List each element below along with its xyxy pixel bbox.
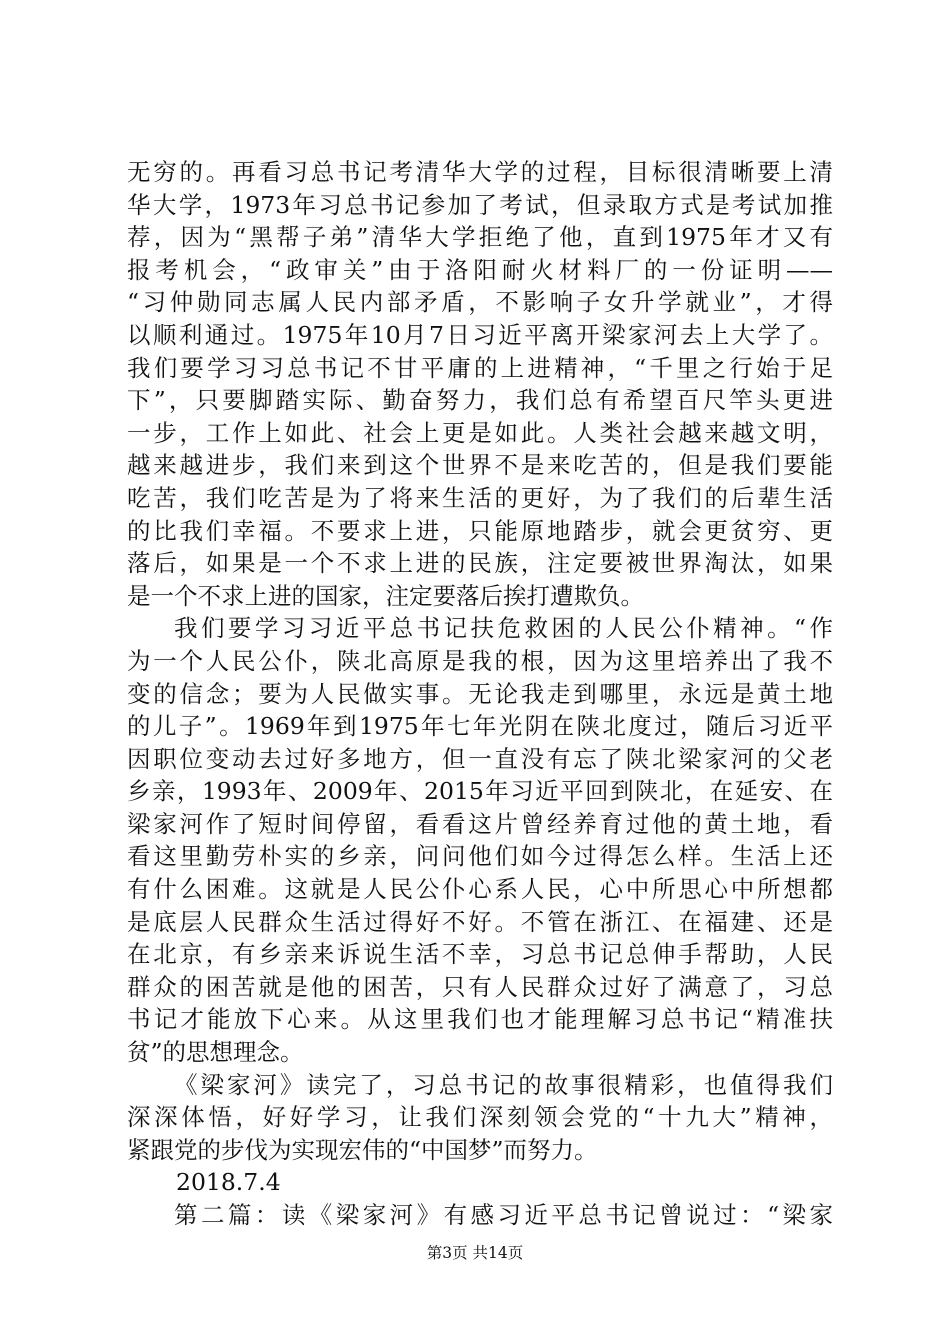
section-heading-line: 第二篇：读《梁家河》有感习近平总书记曾说过：“梁家 (174, 1201, 833, 1229)
text-line: 群众的困苦就是他的困苦，只有人民群众过好了满意了，习总 (127, 972, 833, 1001)
text-line: 因职位变动去过好多地方，但一直没有忘了陕北梁家河的父老 (127, 744, 833, 773)
text-line: 下”，只要脚踏实际、勤奋努力，我们总有希望百尺竿头更进 (127, 386, 833, 415)
text-line: 贫”的思想理念。 (127, 1038, 304, 1067)
text-line: 乡亲，1993年、2009年、2015年习近平回到陕北，在延安、在 (127, 777, 833, 806)
text-line: 吃苦，我们吃苦是为了将来生活的更好，为了我们的后辈生活 (127, 483, 833, 512)
text-line: 是底层人民群众生活过得好不好。不管在浙江、在福建、还是 (127, 907, 833, 936)
text-line: 变的信念；要为人民做实事。无论我走到哪里，永远是黄土地 (127, 679, 833, 708)
page-number-footer: 第3页 共14页 (426, 1244, 524, 1262)
text-line: 的儿子”。1969年到1975年七年光阴在陕北度过，随后习近平 (127, 712, 833, 741)
text-line: 深深体悟，好好学习，让我们深刻领会党的“十九大”精神， (127, 1103, 833, 1132)
paragraph-first-line: 我们要学习习近平总书记扶危救困的人民公仆精神。“作 (174, 614, 833, 643)
document-body (127, 156, 833, 1232)
text-line: 的比我们幸福。不要求上进，只能原地踏步，就会更贫穷、更 (127, 516, 833, 545)
text-line: 看这里勤劳朴实的乡亲，问问他们如今过得怎么样。生活上还 (127, 842, 833, 871)
text-line: 我们要学习习总书记不甘平庸的上进精神，“千里之行始于足 (127, 353, 833, 382)
text-line: 越来越进步，我们来到这个世界不是来吃苦的，但是我们要能 (127, 451, 833, 480)
text-line: 紧跟党的步伐为实现宏伟的“中国梦”而努力。 (127, 1135, 598, 1164)
text-line: 在北京，有乡亲来诉说生活不幸，习总书记总伸手帮助，人民 (127, 940, 833, 969)
text-line: 华大学，1973年习总书记参加了考试，但录取方式是考试加推 (127, 190, 833, 219)
text-line: “习仲勋同志属人民内部矛盾，不影响子女升学就业”，才得 (127, 288, 833, 317)
text-line: 有什么困难。这就是人民公仆心系人民，心中所思心中所想都 (127, 875, 833, 904)
text-line: 荐，因为“黑帮子弟”清华大学拒绝了他，直到1975年才又有 (127, 223, 833, 252)
text-line: 梁家河作了短时间停留，看看这片曾经养育过他的黄土地，看 (127, 809, 833, 838)
paragraph-first-line: 《梁家河》读完了，习总书记的故事很精彩，也值得我们 (174, 1070, 833, 1099)
text-line: 无穷的。再看习总书记考清华大学的过程，目标很清晰要上清 (127, 158, 833, 186)
date-line: 2018.7.4 (176, 1168, 281, 1197)
text-line: 书记才能放下心来。从这里我们也才能理解习总书记“精准扶 (127, 1005, 833, 1034)
text-line: 为一个人民公仆，陕北高原是我的根，因为这里培养出了我不 (127, 646, 833, 675)
text-line: 一步，工作上如此、社会上更是如此。人类社会越来越文明， (127, 418, 833, 447)
text-line: 报考机会，“政审关”由于洛阳耐火材料厂的一份证明—— (127, 255, 833, 284)
text-line: 以顺利通过。1975年10月7日习近平离开梁家河去上大学了。 (127, 320, 833, 349)
text-line: 落后，如果是一个不求上进的民族，注定要被世界淘汰，如果 (127, 549, 833, 578)
text-line: 是一个不求上进的国家，注定要落后挨打遭欺负。 (127, 581, 644, 610)
